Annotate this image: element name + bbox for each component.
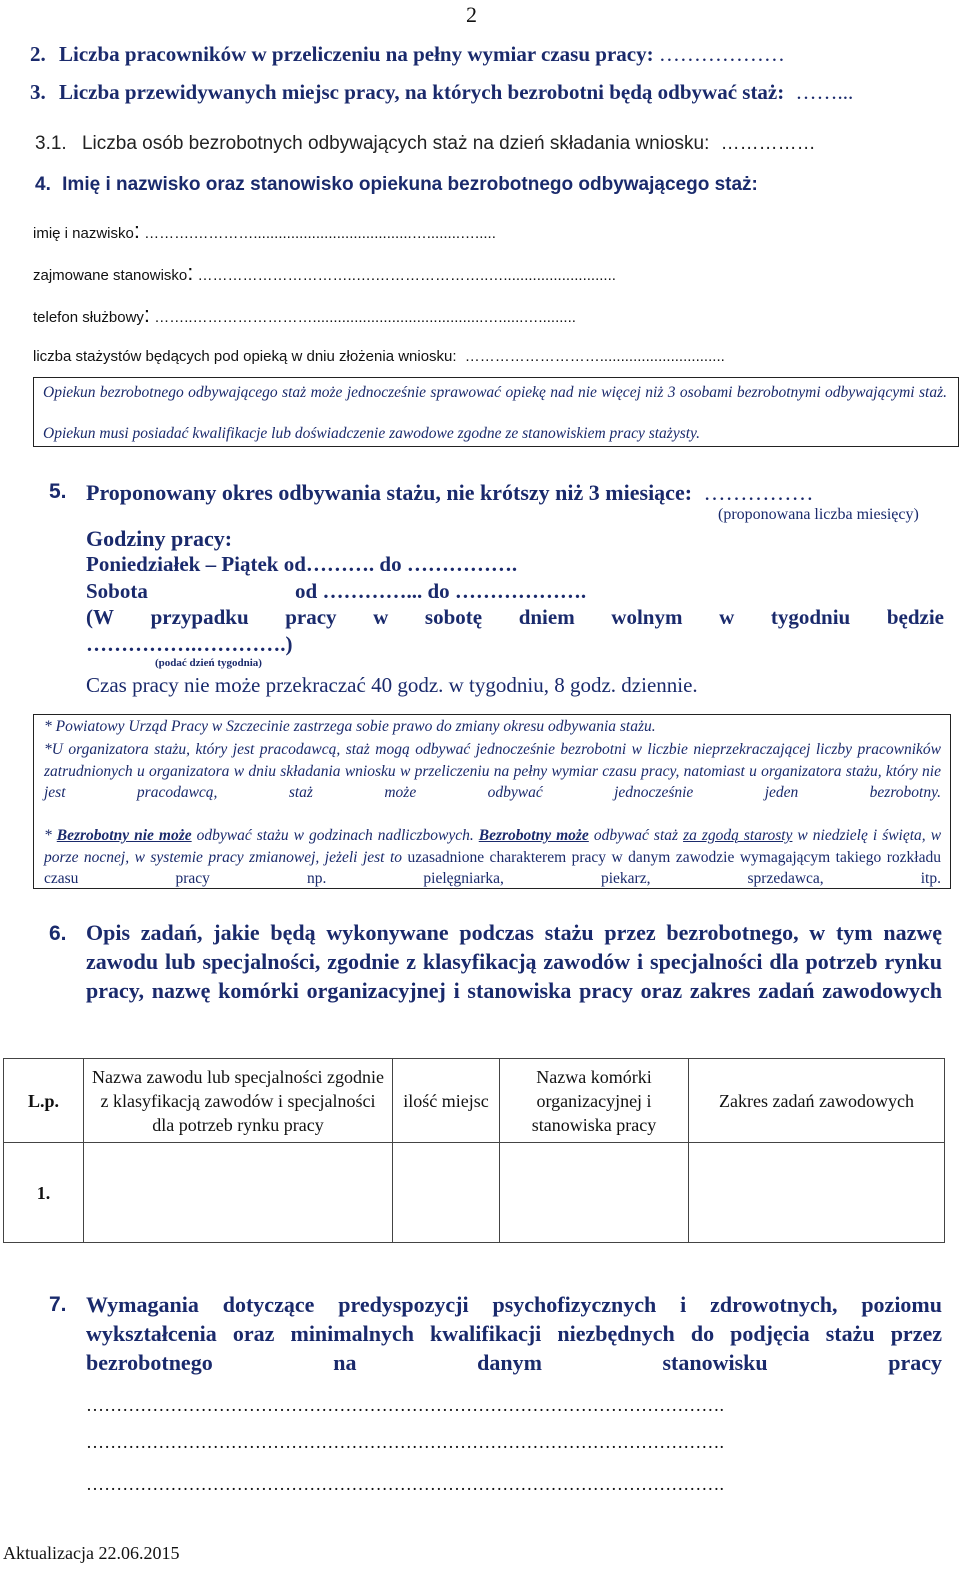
saturday-note-word: dniem: [518, 605, 575, 629]
section-5-title: [86, 480, 814, 506]
cell-places[interactable]: [393, 1143, 500, 1243]
field-name: [33, 218, 496, 244]
saturday-row: [86, 579, 148, 604]
saturday-day-dots[interactable]: …………….………….): [86, 632, 293, 656]
saturday-note-word: w: [373, 605, 389, 629]
table-row: [4, 1143, 945, 1243]
field-phone: [33, 302, 576, 328]
field-position: [33, 260, 616, 286]
requirements-line[interactable]: …………………………………………………………………………………………….: [86, 1474, 725, 1494]
section-3-label: Liczba przewidywanych miejsc pracy, na których bezrobotni będą odbywać staż:: [59, 80, 785, 104]
field-name-dots[interactable]: ……….…………......................................…........….....: [144, 225, 496, 242]
saturday-to-dots[interactable]: ……………….: [454, 579, 587, 603]
header-unit: Nazwa komórki organizacyjnej i stanowiska pracy: [500, 1059, 689, 1143]
section-3-1-number: 3.1.: [35, 133, 67, 154]
header-occupation: Nazwa zawodu lub specjalności zgodnie z klasyfikacją zawodów i specjalności dla potrzeb rynku pracy: [84, 1059, 393, 1143]
notice-paragraph-2: *U organizatora stażu, który jest pracodawcą, staż mogą odbywać jednocześnie bezrobotni w liczbie nieprzekraczającej liczby pracowników zatrudnionych u organizatora w dniu składania wniosku w przeliczeniu na pełny wymiar czasu pracy, natomiast u organizatora stażu, który nie jest pracodawcą, staż może odbywać jednocześnie jeden bezrobotny.: [44, 741, 941, 801]
weekdays-do-label: do: [379, 552, 402, 576]
section-3-dots[interactable]: ……...: [795, 80, 854, 104]
field-trainees: [33, 348, 725, 365]
section-4: [35, 174, 758, 196]
field-phone-colon: :: [143, 302, 151, 327]
section-6-number: 6.: [49, 922, 67, 945]
saturday-note-word: będzie: [886, 605, 944, 629]
saturday-note-word: w: [719, 605, 735, 629]
saturday-note-word: sobotę: [424, 605, 483, 629]
page-number: 2: [466, 2, 477, 27]
notice-p3-text3: w niedzielę i święta, w porze nocnej, w systemie pracy zmianowej, jeżeli jest to: [44, 827, 942, 866]
requirements-line[interactable]: …………………………………………………………………………………………….: [86, 1395, 725, 1415]
section-3-1: [35, 133, 816, 155]
saturday-note: [86, 605, 944, 630]
field-position-colon: :: [187, 260, 194, 285]
section-3-1-label: Liczba osób bezrobotnych odbywających staż na dzień składania wniosku:: [81, 133, 710, 154]
section-2-dots[interactable]: ………………: [658, 42, 785, 66]
day-hint: (podać dzień tygodnia): [155, 657, 262, 669]
section-2-label: Liczba pracowników w przeliczeniu na pełny wymiar czasu pracy:: [59, 42, 654, 66]
notice-p3-text1: odbywać stażu w godzinach nadliczbowych.: [191, 827, 479, 844]
section-5: [49, 480, 67, 504]
header-places: ilość miejsc: [393, 1059, 500, 1143]
section-7-title: Wymagania dotyczące predyspozycji psychofizycznych i zdrowotnych, poziomu wykształcenia oraz minimalnych kwalifikacji niezbędnych do podjęcia stażu przez bezrobotnego na danym stanowisku pracy: [86, 1292, 942, 1375]
saturday-do-label: do: [427, 579, 450, 603]
saturday-note-word: (W: [86, 605, 114, 629]
saturday-note-word: pracy: [285, 605, 337, 629]
section-5-number: 5.: [49, 480, 67, 503]
cell-lp: 1.: [4, 1143, 84, 1243]
notice-line-1: * Powiatowy Urząd Pracy w Szczecinie zastrzega sobie prawo do zmiany okresu odbywania stażu.: [44, 718, 656, 735]
field-trainees-label: liczba stażystów będących pod opieką w dniu złożenia wniosku:: [33, 348, 457, 365]
notice-p3-text4: uzasadnione charakterem pracy w danym zawodzie wymagającym takiego rozkładu czasu pracy np. pielęgniarka, piekarz, sprzedawca, itp.: [44, 848, 941, 887]
weekdays-from-dots[interactable]: ………: [305, 552, 369, 576]
weekdays-label: Poniedziałek – Piątek od: [86, 552, 306, 576]
field-phone-label: telefon służbowy: [33, 309, 144, 326]
saturday-note-word: wolnym: [611, 605, 683, 629]
weekdays-row: Poniedziałek – Piątek od………. do …………….: [86, 552, 518, 576]
saturday-note-word: przypadku: [150, 605, 249, 629]
section-3-1-dots[interactable]: ……………: [720, 133, 816, 154]
field-position-label: zajmowane stanowisko: [33, 267, 188, 284]
section-4-label: Imię i nazwisko oraz stanowisko opiekuna bezrobotnego odbywającego staż:: [62, 174, 758, 195]
field-name-label: imię i nazwisko: [33, 225, 134, 242]
section-3: [30, 80, 853, 105]
saturday-hours: [295, 579, 586, 604]
supervisor-note-2: Opiekun musi posiadać kwalifikacje lub doświadczenie zawodowe zgodne ze stanowiskiem pracy stażysty.: [43, 425, 700, 442]
section-2: [30, 42, 785, 67]
section-3-number: 3.: [30, 80, 46, 104]
supervisor-note-1: Opiekun bezrobotnego odbywającego staż może jednocześnie sprawować opiekę nad nie więcej niż 3 osobami bezrobotnymi odbywającymi staż.: [43, 384, 947, 401]
section-4-number: 4.: [35, 174, 51, 195]
saturday-from-dots[interactable]: …………...: [322, 579, 423, 603]
work-time-limit: Czas pracy nie może przekraczać 40 godz. w tygodniu, 8 godz. dziennie.: [86, 673, 698, 697]
hours-title: Godziny pracy:: [86, 526, 233, 551]
tasks-table: [3, 1058, 945, 1243]
section-2-number: 2.: [30, 42, 46, 66]
section-7-number: 7.: [49, 1293, 67, 1316]
section-6-title: Opis zadań, jakie będą wykonywane podczas stażu przez bezrobotnego, w tym nazwę zawodu lub specjalności, zgodnie z klasyfikacją zawodów i specjalności dla potrzeb rynku pracy, nazwę komórki organizacyjnej i stanowiska pracy oraz zakres zadań zawodowych: [86, 920, 942, 1003]
period-hint: (proponowana liczba miesięcy): [718, 506, 919, 523]
table-header-row: [4, 1059, 945, 1143]
notice-p3-consent: za zgodą starosty: [683, 827, 793, 844]
notice-p3-text2: odbywać staż: [588, 827, 684, 844]
notice-p3-star: *: [44, 827, 57, 844]
header-lp: L.p.: [4, 1059, 84, 1143]
saturday-od-label: od: [295, 579, 318, 603]
requirements-line[interactable]: …………………………………………………………………………………………….: [86, 1432, 725, 1452]
notice-p3-can: Bezrobotny może: [478, 827, 589, 844]
notice-p3-cannot: Bezrobotny nie może: [56, 827, 192, 844]
weekdays-to-dots[interactable]: …………….: [406, 552, 518, 576]
header-tasks: Zakres zadań zawodowych: [689, 1059, 945, 1143]
field-trainees-dots[interactable]: ………………………..............................: [464, 348, 725, 365]
notice-paragraph-3: [44, 825, 941, 911]
section-5-label: Proponowany okres odbywania stażu, nie krótszy niż 3 miesiące:: [86, 480, 693, 505]
field-position-dots[interactable]: …………………………..….…………………..…...........................: [197, 267, 616, 284]
cell-occupation[interactable]: [84, 1143, 393, 1243]
section-5-dots[interactable]: ……………: [703, 480, 814, 505]
cell-unit[interactable]: [500, 1143, 689, 1243]
field-name-colon: :: [133, 218, 140, 243]
saturday-note-word: tygodniu: [770, 605, 851, 629]
field-phone-dots[interactable]: ……..…………………….........................................…......….........: [154, 309, 576, 326]
saturday-label: Sobota: [86, 579, 148, 603]
update-date: Aktualizacja 22.06.2015: [3, 1543, 180, 1563]
cell-tasks[interactable]: [689, 1143, 945, 1243]
